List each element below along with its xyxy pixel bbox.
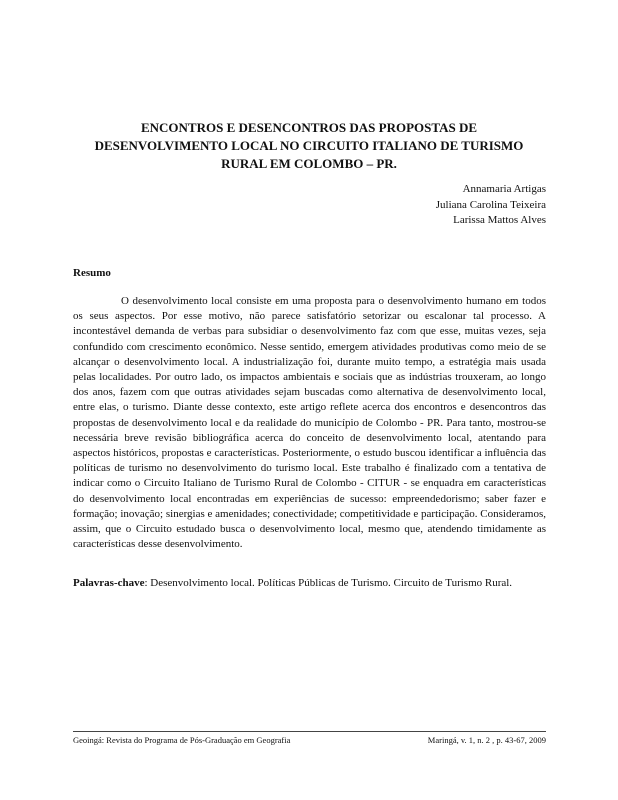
author-name: Annamaria Artigas	[462, 183, 546, 195]
keywords-text: : Desenvolvimento local. Políticas Públicas de Turismo. Circuito de Turismo Rural.	[144, 577, 513, 589]
title-line: DESENVOLVIMENTO LOCAL NO CIRCUITO ITALIANO DE TURISMO	[94, 138, 524, 153]
footer-citation: Maringá, v. 1, n. 2 , p. 43-67, 2009	[427, 735, 546, 745]
abstract-heading: Resumo	[73, 267, 111, 279]
abstract-paragraph: O desenvolvimento local consiste em uma proposta para o desenvolvimento humano em todos os seus aspectos. Por esse motivo, não parece satisfatório setorizar ou escalonar tal processo. A incontestável demanda de verbas para subsidiar o desenvolvimento faz com que esse, muitas vezes, seja confundido com crescimento econômico. Nesse sentido, emergem atividades produtivas como meio de se alcançar o desenvolvimento local. A industrialização foi, durante muito tempo, a estratégia mais usada pelas localidades. Por outro lado, os impactos ambientais e sociais que as indústrias trouxeram, ao longo dos anos, fazem com que outras atividades sejam buscadas como alternativa de desenvolvimento local, entre elas, o turismo. Diante desse contexto, este artigo reflete acerca dos encontros e desencontros das propostas de desenvolvimento local e da realidade do município de Colombo - PR. Para tanto, mostrou-se necessária breve revisão bibliográfica acerca do conceito de desenvolvimento local, atentando para aspectos históricos, propostas e características. Posteriormente, o estudo buscou identificar a influência das políticas de turismo no desenvolvimento do turismo local. Este trabalho é finalizado com a tentativa de indicar como o Circuito Italiano de Turismo Rural de Colombo - CITUR - se enquadra em características do desenvolvimento local encontradas em experiências de sucesso: empreendedorismo; saber fazer e formação; inovação; sinergias e amenidades; conectividade; competitividade e participação. Consideramos, assim, que o Circuito estudado busca o desenvolvimento local, mesmo que, atendendo timidamente as características desse desenvolvimento.	[73, 295, 546, 551]
author-name: Juliana Carolina Teixeira	[435, 198, 546, 211]
paper-title	[60, 119, 558, 173]
keywords-paragraph	[73, 576, 546, 591]
footer-journal: Geoingá: Revista do Programa de Pós-Graduação em Geografia	[73, 735, 291, 745]
footer-divider	[73, 731, 546, 732]
author-name: Larissa Mattos Alves	[453, 214, 546, 226]
title-line: RURAL EM COLOMBO – PR.	[221, 156, 397, 171]
keywords-label: Palavras-chave	[73, 577, 145, 589]
author-list	[436, 182, 546, 229]
title-line: ENCONTROS E DESENCONTROS DAS PROPOSTAS DE	[140, 120, 478, 135]
